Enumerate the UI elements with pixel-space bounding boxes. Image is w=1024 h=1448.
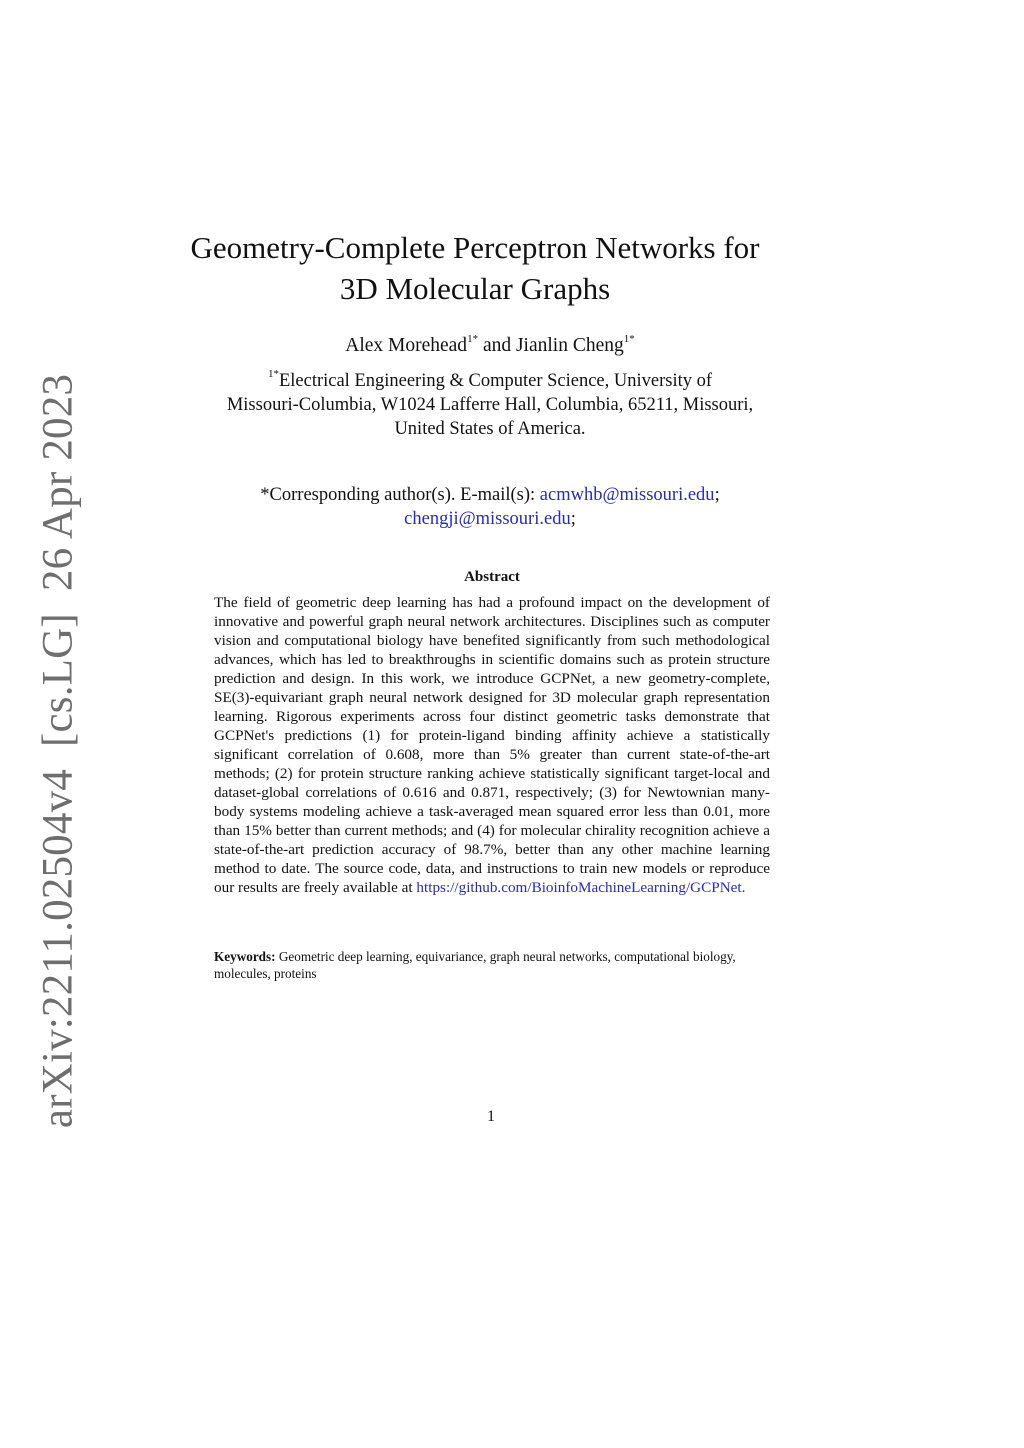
- arxiv-category: [cs.LG]: [34, 613, 82, 748]
- affiliation-line-1: Electrical Engineering & Computer Science, University of: [278, 371, 713, 391]
- corresponding-authors: [195, 483, 785, 531]
- affiliation-line-3: United States of America.: [394, 419, 586, 439]
- affiliation-mark: 1*: [267, 367, 279, 380]
- paper-title: [150, 227, 800, 309]
- author-name: Alex Morehead: [345, 335, 468, 356]
- arxiv-date: 26 Apr 2023: [34, 373, 82, 592]
- abstract-text: The field of geometric deep learning has had a profound impact on the development of innovative and powerful graph neural network architectures. Disciplines such as computer vision and computational biology have benefited significantly from such methodological advances, which has led to breakthroughs in scientific domains such as protein structure prediction and design. In this work, we introduce GCPNet, a new geometry-complete, SE(3)-equivariant graph neural network designed for 3D molecular graph representation learning. Rigorous experiments across four distinct geometric tasks demonstrate that GCPNet's predictions (1) for protein-ligand binding affinity achieve a statistically significant correlation of 0.608, more than 5% greater than current state-of-the-art methods; (2) for protein structure ranking achieve statistically significant target-local and dataset-global correlations of 0.616 and 0.871, respectively; (3) for Newtownian many-body systems modeling achieve a task-averaged mean squared error less than 0.01, more than 15% better than current methods; and (4) for molecular chirality recognition achieve a state-of-the-art prediction accuracy of 98.7%, better than any other machine learning method to date. The source code, data, and instructions to train new models or reproduce our results are freely available at: [214, 594, 770, 896]
- email-separator: ;: [570, 509, 576, 529]
- arxiv-identifier-stamp: [34, 374, 83, 1128]
- author-conjunction: and: [478, 335, 516, 356]
- email-link[interactable]: chengji@missouri.edu: [404, 509, 571, 529]
- keywords-text: Geometric deep learning, equivariance, graph neural networks, computational biology, molecules, proteins: [214, 949, 736, 981]
- keywords-label: Keywords:: [214, 949, 276, 964]
- corresponding-label: *Corresponding author(s). E-mail(s):: [260, 485, 540, 505]
- source-code-link[interactable]: https://github.com/BioinfoMachineLearning/GCPNet.: [416, 879, 746, 896]
- author-affiliation-mark: 1*: [623, 332, 635, 345]
- affiliation: [195, 369, 785, 441]
- title-line-2: 3D Molecular Graphs: [339, 271, 611, 306]
- abstract-body: [214, 593, 770, 897]
- author-list: [200, 332, 780, 357]
- abstract-heading: Abstract: [464, 569, 520, 585]
- author-affiliation-mark: 1*: [467, 332, 479, 345]
- page-number: 1: [487, 1108, 495, 1125]
- email-link[interactable]: acmwhb@missouri.edu: [539, 485, 715, 505]
- title-line-1: Geometry-Complete Perceptron Networks for: [190, 230, 760, 265]
- arxiv-id: arXiv:2211.02504v4: [34, 769, 82, 1129]
- keywords: [214, 948, 770, 982]
- affiliation-line-2: Missouri-Columbia, W1024 Lafferre Hall, Columbia, 65211, Missouri,: [226, 395, 754, 415]
- author-name: Jianlin Cheng: [515, 335, 624, 356]
- email-separator: ;: [714, 485, 720, 505]
